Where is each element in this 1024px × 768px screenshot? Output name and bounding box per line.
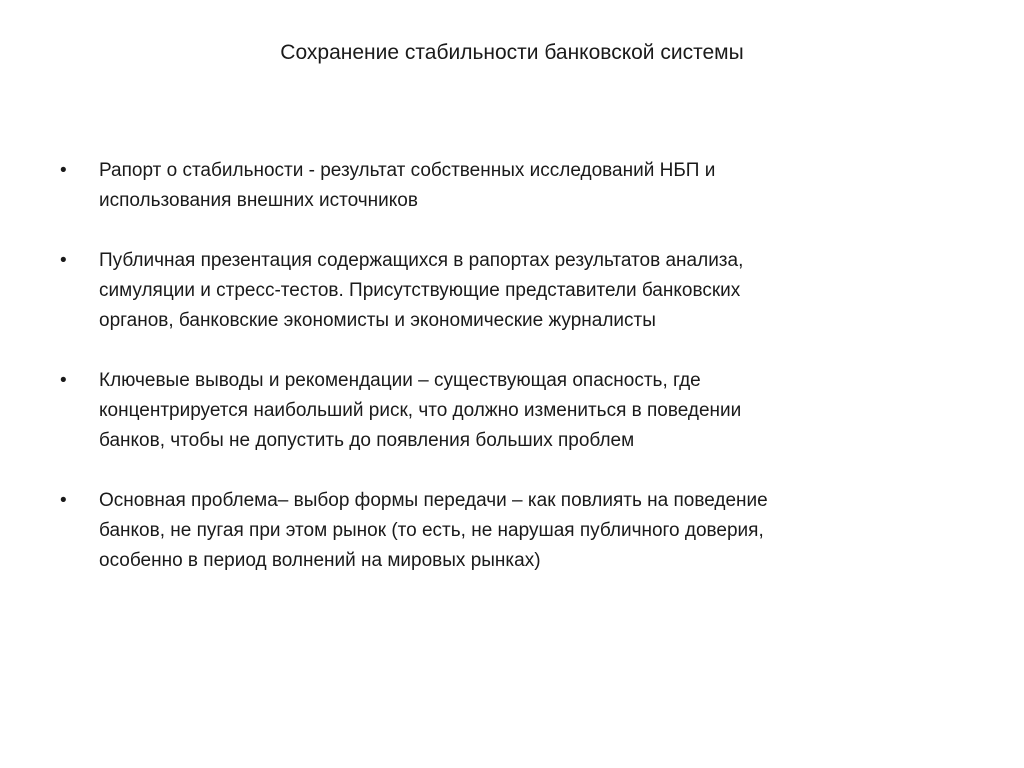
bullet-dot-icon: • <box>60 370 67 391</box>
bullet-text: Рапорт о стабильности - результат собственных исследований НБП и использования внешних источников <box>99 160 716 211</box>
bullet-text: Публичная презентация содержащихся в рапортах результатов анализа, симуляции и стресс-тестов. Присутствующие представители банковских органов, банковские экономисты и экономические журналисты <box>99 250 744 331</box>
bullet-item <box>60 246 960 336</box>
bullet-dot-icon: • <box>60 490 67 511</box>
bullet-text: Основная проблема– выбор формы передачи – как повлиять на поведение банков, не пугая при этом рынок (то есть, не нарушая публичного доверия, особенно в период волнений на мировых рынках) <box>99 490 768 571</box>
bullet-text: Ключевые выводы и рекомендации – существующая опасность, где концентрируется наибольший риск, что должно измениться в поведении банков, чтобы не допустить до появления больших проблем <box>99 370 742 451</box>
slide-title: Сохранение стабильности банковской системы <box>280 41 744 64</box>
bullet-dot-icon: • <box>60 250 67 271</box>
bullet-item <box>60 366 960 456</box>
bullet-dot-icon: • <box>60 160 67 181</box>
bullet-item <box>60 156 960 216</box>
bullet-list <box>60 156 960 606</box>
bullet-item <box>60 486 960 576</box>
